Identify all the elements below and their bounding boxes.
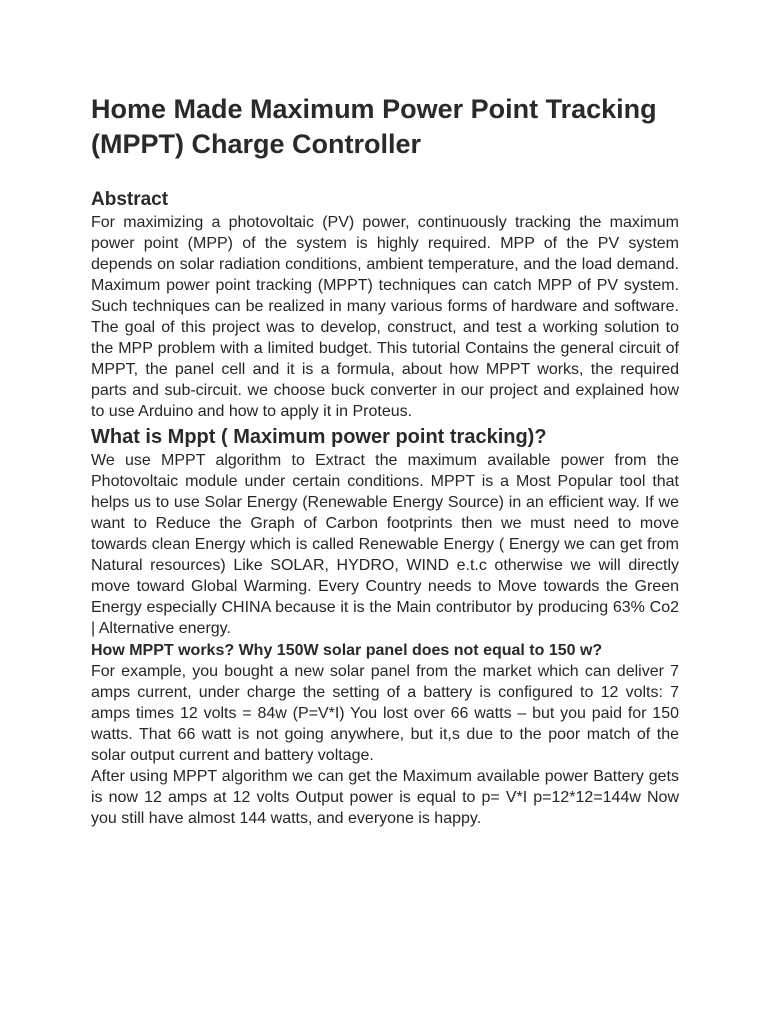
- example-paragraph: For example, you bought a new solar panel from the market which can deliver 7 amps current, under charge the setting of a battery is configured to 12 volts: 7 amps times 12 volts = 84w (P=V*I) You lost over 66 watts – but you paid for 150 watts. That 66 watt is not going anywhere, but it,s due to the poor match of the solar output current and battery voltage.: [91, 663, 679, 764]
- abstract-heading: Abstract: [91, 189, 169, 210]
- how-mppt-works-heading: How MPPT works? Why 150W solar panel does not equal to 150 w?: [91, 642, 603, 659]
- page-title: Home Made Maximum Power Point Tracking (MPPT) Charge Controller: [91, 94, 657, 159]
- what-is-mppt-paragraph: We use MPPT algorithm to Extract the maximum available power from the Photovoltaic module under certain conditions. MPPT is a Most Popular tool that helps us to use Solar Energy (Renewable Energy Source) in an efficient way. If we want to Reduce the Graph of Carbon footprints then we must need to move towards clean Energy which is called Renewable Energy ( Energy we can get from Natural resources) Like SOLAR, HYDRO, WIND e.t.c otherwise we will directly move toward Global Warming. Every Country needs to Move towards the Green Energy especially CHINA because it is the Main contributor by producing 63% Co2 | Alternative energy.: [91, 452, 679, 637]
- abstract-paragraph: For maximizing a photovoltaic (PV) power, continuously tracking the maximum power point (MPP) of the system is highly required. MPP of the PV system depends on solar radiation conditions, ambient temperature, and the load demand. Maximum power point tracking (MPPT) techniques can catch MPP of PV system. Such techniques can be realized in many various forms of hardware and software. The goal of this project was to develop, construct, and test a working solution to the MPP problem with a limited budget. This tutorial Contains the general circuit of MPPT, the panel cell and it is a formula, about how MPPT works, the required parts and sub-circuit. we choose buck converter in our project and explained how to use Arduino and how to apply it in Proteus.: [91, 214, 679, 420]
- after-mppt-paragraph: After using MPPT algorithm we can get the Maximum available power Battery gets is now 12 amps at 12 volts Output power is equal to p= V*I p=12*12=144w Now you still have almost 144 watts, and everyone is happy.: [91, 768, 679, 827]
- document-body: [91, 92, 679, 829]
- what-is-mppt-heading: What is Mppt ( Maximum power point tracking)?: [91, 426, 547, 448]
